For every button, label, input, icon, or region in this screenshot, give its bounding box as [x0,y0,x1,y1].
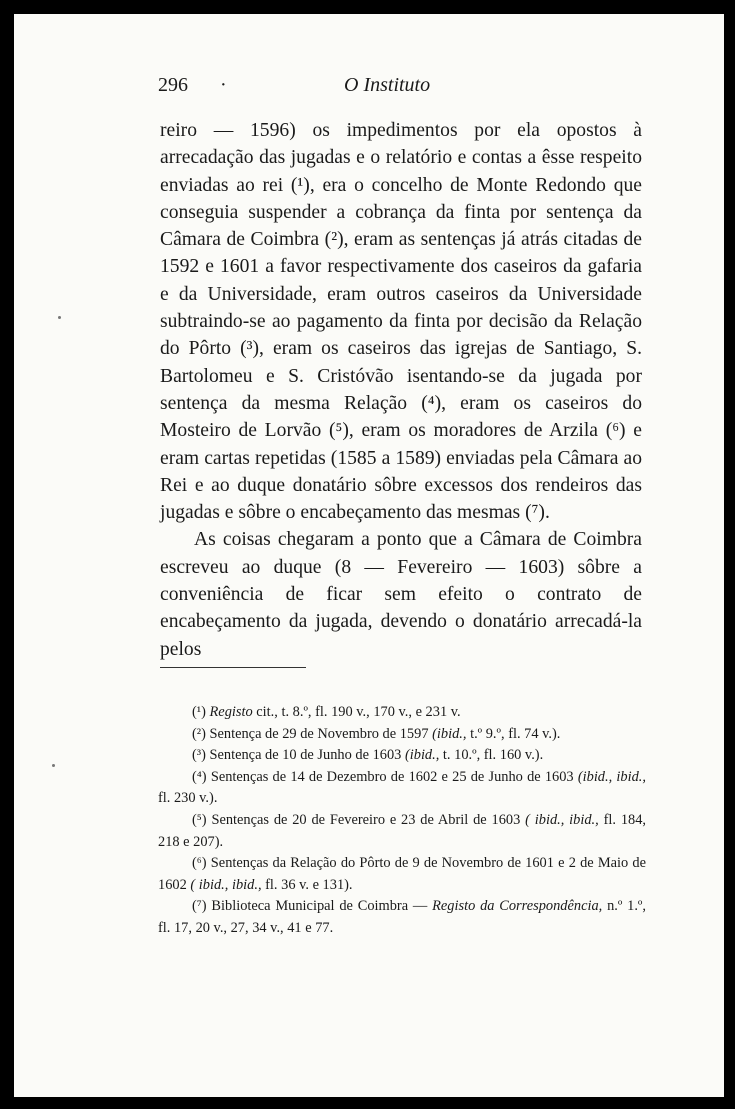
margin-speck [58,316,61,319]
footnote [158,853,646,896]
footnote-text: Sentenças de 20 de Fevereiro e 23 de Abril de 1603 [211,811,526,828]
body-paragraph: As coisas chegaram a ponto que a Câmara de Coimbra escreveu ao duque (8 — Fevereiro — 1603) sôbre a conveniência de ficar sem efeito o contrato de encabeçamento da jugada, devendo o donatário arrecadá-la pelos [160,529,642,660]
footnote-text: fl. 230 v.). [158,790,218,807]
footnote [158,810,646,853]
footnote-text: t. 10.º, fl. 160 v.). [439,747,544,764]
footnote-text: cit., t. 8.º, fl. 190 v., 170 v., e 231 v. [252,704,461,720]
footnote-marker: (⁷) [192,898,207,915]
footnote-marker: (³) [192,747,206,764]
footnote-marker: (⁵) [192,811,207,828]
footnote-italic-text: (ibid., [404,747,440,764]
footnote-italic-text: Registo da Correspondência, [432,898,603,915]
footnote-italic-text: Registo [209,704,253,720]
footnote-text: t.º 9.º, fl. 74 v.). [466,725,561,742]
footnote-text: Biblioteca Municipal de Coimbra — [211,898,433,915]
margin-speck [52,764,55,767]
footnote-italic-text: (ibid., ibid., [577,768,646,785]
book-page [14,14,724,1097]
footnote-marker: (¹) [192,704,206,720]
footnote-text: Sentença de 10 de Junho de 1603 [209,747,405,764]
running-title: O Instituto [344,74,431,96]
footnote-italic-text: ( ibid., ibid., [525,811,599,828]
footnote-text: fl. 184, 218 e 207). [158,811,646,850]
footnote [158,896,646,939]
footnote [158,745,646,767]
page-header [158,74,646,106]
footnote-text: Sentenças da Relação do Pôrto de 9 de Novembro de 1601 e 2 de Maio de 1602 [158,855,646,893]
footnote-text: Sentença de 29 de Novembro de 1597 [209,725,433,742]
body-paragraph: reiro — 1596) os impedimentos por ela opostos à arrecadação das jugadas e o relatório e contas a êsse respeito enviadas ao rei (¹), era o concelho de Monte Redondo que conseguia suspender a cobrança da finta por sentença da Câmara de Coimbra (²), eram as sentenças já atrás citadas de 1592 e 1601 a favor respectivamente dos caseiros da gafaria e da Universidade, eram outros caseiros da Universidade subtraindo-se ao pagamento da finta por decisão da Relação do Pôrto (³), eram os caseiros das igrejas de Santiago, S. Bartolomeu e S. Cristóvão isentando-se da jugada por sentença da mesma Relação (⁴), eram os caseiros do Mosteiro de Lorvão (⁵), eram os moradores de Arzila (⁶) e eram cartas repetidas (1585 a 1589) enviadas pela Câmara ao Rei e ao duque donatário sôbre excessos dos rendeiros das jugadas e sôbre o encabeçamento das mesmas (⁷). [160,120,642,524]
header-separator: · [220,74,227,96]
footnote [158,724,646,746]
footnote-italic-text: ( ibid., ibid., [190,876,262,893]
footnote-marker: (⁶) [192,855,207,872]
page-number: 296 [158,74,188,96]
footnote-italic-text: (ibid., [432,725,467,742]
footnote-text: n.º 1.º, fl. 17, 20 v., 27, 34 v., 41 e 77. [158,898,646,936]
footnote-separator-rule [160,667,306,668]
footnotes [158,702,646,940]
body-text [160,117,642,663]
footnote-text: Sentenças de 14 de Dezembro de 1602 e 25 de Junho de 1603 [210,768,578,785]
footnote-text: fl. 36 v. e 131). [261,876,353,893]
footnote [158,702,646,724]
footnote-marker: (²) [192,725,206,742]
footnote-marker: (⁴) [192,768,207,785]
footnote [158,767,646,810]
